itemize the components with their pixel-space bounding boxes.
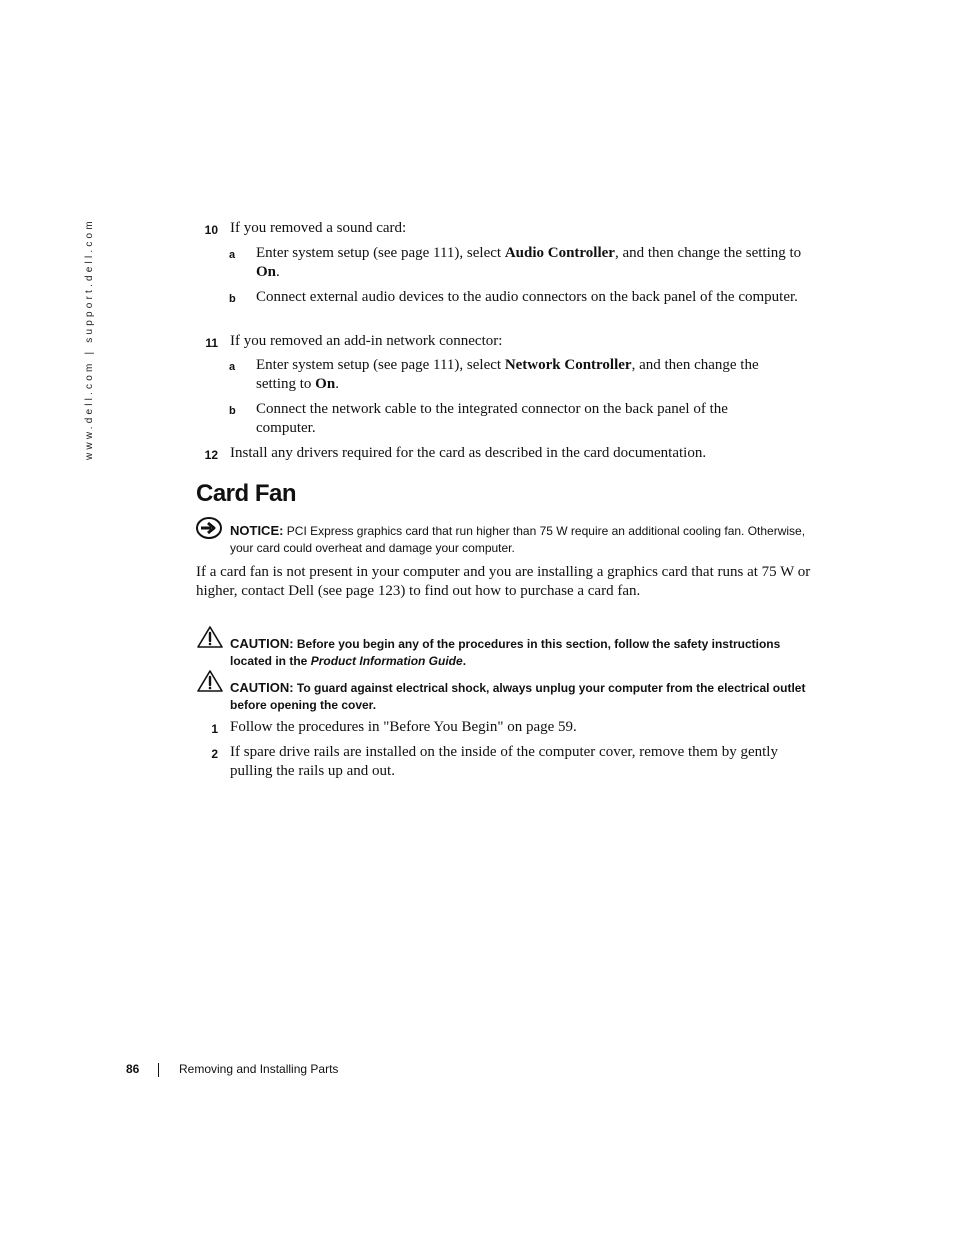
caution-body: To guard against electrical shock, always unplug your computer from the electrical outlet before opening the cover.	[230, 681, 806, 712]
sub-text	[256, 244, 816, 282]
sub-text: Connect the network cable to the integrated connector on the back panel of the computer.	[256, 401, 728, 436]
sub-text: Connect external audio devices to the audio connectors on the back panel of the computer.	[256, 289, 798, 305]
sub-letter: a	[229, 361, 236, 373]
caution-text	[230, 679, 820, 714]
intro-paragraph: If a card fan is not present in your computer and you are installing a graphics card that runs at 75 W or higher, contact Dell (see page 123) to find out how to purchase a card fan.	[196, 564, 811, 599]
guide-title: Product Information Guide	[310, 654, 463, 668]
step-text: If you removed an add-in network connector:	[230, 333, 503, 349]
step-number: 12	[204, 448, 218, 462]
caution-icon	[196, 625, 224, 654]
notice-body: PCI Express graphics card that run higher than 75 W require an additional cooling fan. Otherwise, your card could overheat and damage your computer.	[230, 524, 806, 555]
sub-letter: b	[229, 405, 236, 417]
step-number: 11	[205, 336, 218, 350]
caution-body: Before you begin any of the procedures in this section, follow the safety instructions located in the	[230, 637, 781, 668]
step-number: 2	[211, 747, 218, 761]
sub-text-pre: Enter system setup (see page 111), select	[256, 357, 505, 373]
setting-on: On	[315, 376, 336, 392]
step-text: Install any drivers required for the card as described in the card documentation.	[230, 445, 707, 461]
step-number: 1	[211, 722, 218, 736]
caution-label: CAUTION:	[230, 680, 294, 695]
sub-text-post: .	[276, 264, 280, 280]
chapter-title: Removing and Installing Parts	[179, 1062, 339, 1076]
caution-icon	[196, 669, 224, 698]
side-url-text: www.dell.com | support.dell.com	[84, 218, 95, 460]
caution-label: CAUTION:	[230, 636, 294, 651]
page-number: 86	[126, 1062, 140, 1076]
sub-text-pre: Enter system setup (see page 111), select	[256, 245, 505, 261]
setting-on: On	[256, 264, 277, 280]
sub-text-mid: , and then change the setting to	[614, 245, 802, 261]
step-text: If you removed a sound card:	[230, 220, 407, 236]
step-text: Follow the procedures in "Before You Begin" on page 59.	[230, 719, 577, 735]
sub-letter: b	[229, 293, 236, 305]
sub-text-mid: , and then change the setting to	[256, 357, 759, 392]
notice-text	[230, 522, 820, 557]
step-text: If spare drive rails are installed on the inside of the computer cover, remove them by gently pulling the rails up and out.	[230, 744, 778, 779]
sub-letter: a	[229, 249, 236, 261]
caution-post: .	[462, 654, 467, 668]
notice-label: NOTICE:	[230, 523, 284, 538]
menu-name-network-controller: Network Controller	[504, 357, 632, 373]
step-number: 10	[204, 223, 218, 237]
section-title: Card Fan	[196, 480, 297, 507]
menu-name-audio-controller: Audio Controller	[504, 245, 615, 261]
footer-divider	[158, 1063, 159, 1077]
notice-icon	[196, 517, 222, 544]
caution-text	[230, 635, 820, 670]
sub-text-post: .	[335, 376, 339, 392]
sub-text	[256, 356, 786, 394]
